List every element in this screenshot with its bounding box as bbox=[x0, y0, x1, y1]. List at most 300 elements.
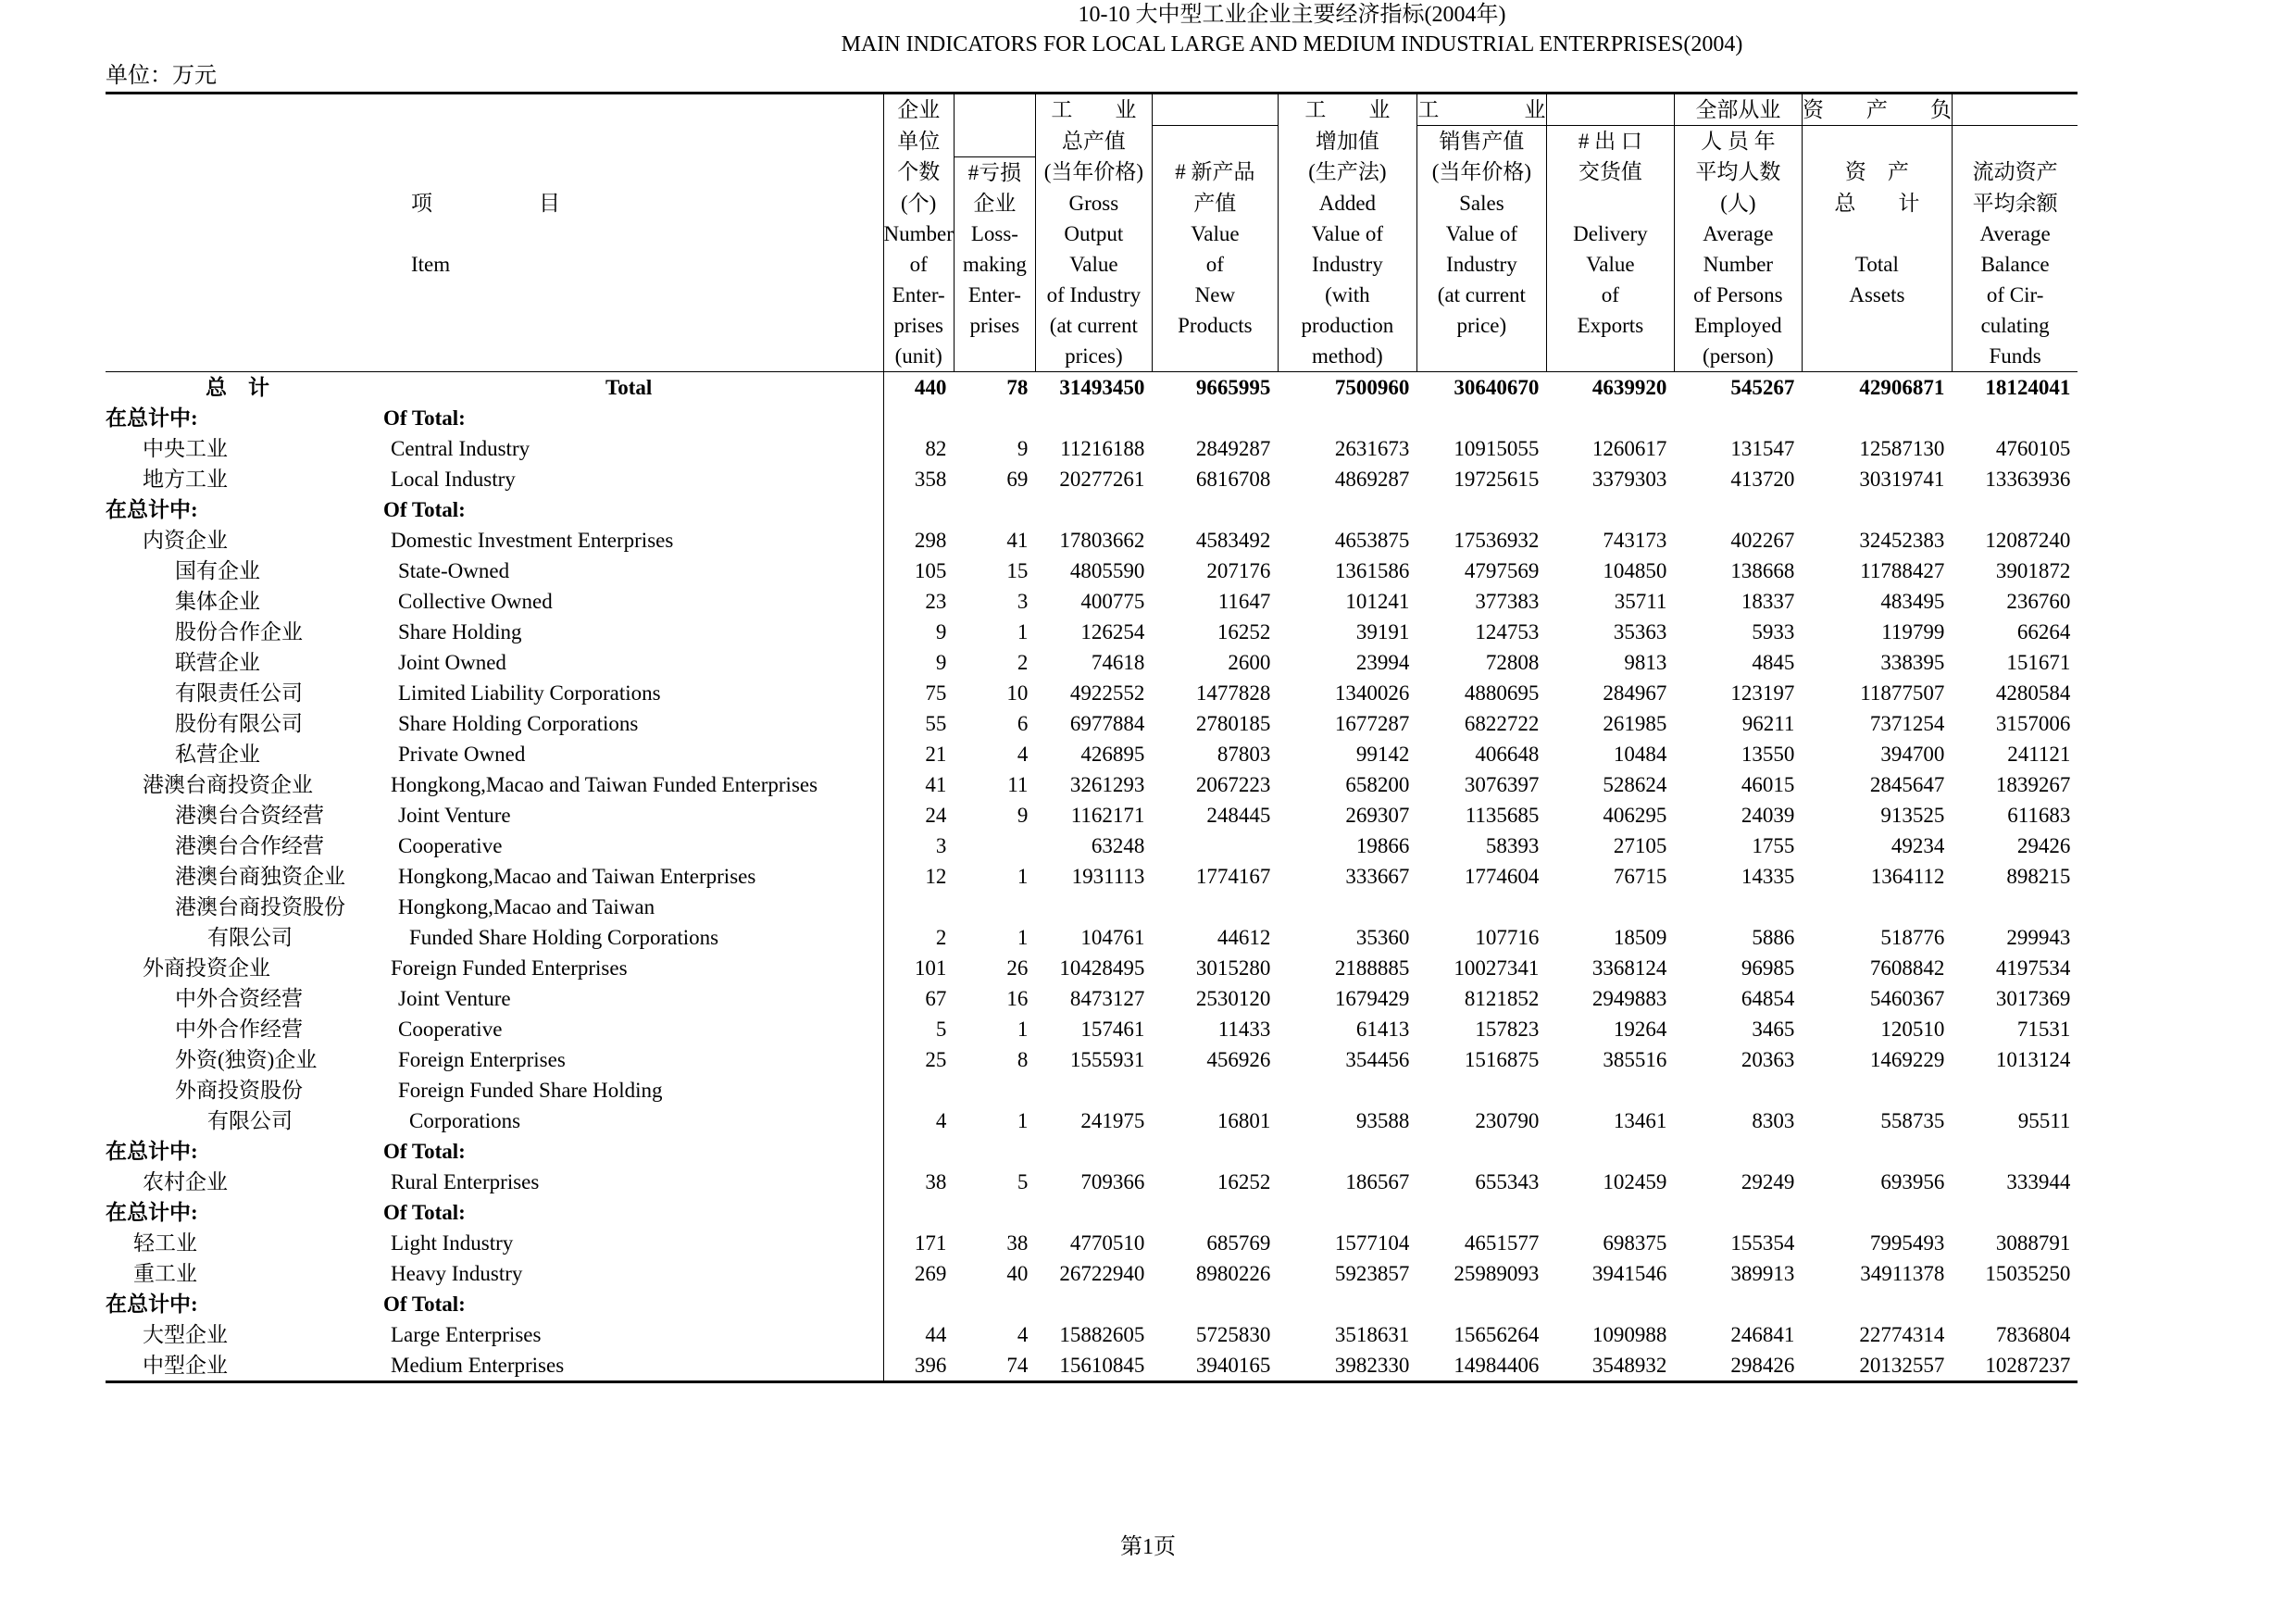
row-label-cn: 在总计中: bbox=[106, 1292, 198, 1316]
value-cell: 5 bbox=[883, 1014, 954, 1044]
header-cell: making bbox=[954, 249, 1035, 280]
row-label-en: Of Total: bbox=[383, 1200, 466, 1224]
value-cell: 99142 bbox=[1355, 742, 1410, 766]
value-cell: 3941546 bbox=[1591, 1261, 1667, 1285]
row-label-en: Rural Enterprises bbox=[391, 1169, 540, 1193]
header-line bbox=[106, 249, 2078, 280]
header-cell: 销售产值 bbox=[1416, 126, 1546, 157]
value-cell bbox=[1278, 494, 1416, 525]
value-cell: 31493450 bbox=[1035, 371, 1152, 403]
row-label-en: Limited Liability Corporations bbox=[398, 681, 661, 705]
value-cell bbox=[1952, 1075, 2078, 1106]
value-cell: 5886 bbox=[1752, 925, 1795, 949]
value-cell: 15882605 bbox=[1059, 1322, 1145, 1346]
row-label-cn: 在总计中: bbox=[106, 406, 198, 430]
header-cell: Total bbox=[1802, 249, 1952, 280]
value-cell: 269 bbox=[883, 1258, 954, 1289]
value-cell: 96211 bbox=[1741, 711, 1795, 735]
header-line bbox=[106, 94, 2078, 126]
value-cell: 66264 bbox=[2016, 619, 2071, 643]
row-label-en: Joint Venture bbox=[398, 803, 511, 827]
value-cell bbox=[1152, 1075, 1278, 1106]
header-cell: prises bbox=[954, 310, 1035, 341]
value-cell: 655343 bbox=[1475, 1169, 1540, 1193]
row-label-cn: 内资企业 bbox=[143, 528, 228, 552]
header-line bbox=[106, 310, 2078, 341]
header-cell: (人) bbox=[1674, 188, 1802, 219]
value-cell: 913525 bbox=[1880, 803, 1945, 827]
value-cell: 55 bbox=[883, 708, 954, 739]
value-cell bbox=[1674, 1075, 1802, 1106]
value-cell: 107716 bbox=[1475, 925, 1540, 949]
value-cell: 124753 bbox=[1475, 619, 1540, 643]
value-cell: 3901872 bbox=[1995, 558, 2071, 582]
value-cell: 4653875 bbox=[1334, 528, 1410, 552]
value-cell bbox=[1416, 494, 1546, 525]
value-cell: 9813 bbox=[1624, 650, 1667, 674]
value-cell: 4770510 bbox=[1069, 1230, 1145, 1255]
table-row bbox=[106, 708, 2078, 739]
row-label-en: Cooperative bbox=[398, 1017, 503, 1041]
header-cell: method) bbox=[1278, 341, 1416, 372]
value-cell: 10915055 bbox=[1454, 436, 1540, 460]
table-row bbox=[106, 525, 2078, 556]
value-cell bbox=[1674, 403, 1802, 433]
table-title-cn: 10-10 大中型工业企业主要经济指标(2004年) bbox=[1078, 3, 1506, 27]
value-cell: 241121 bbox=[2007, 742, 2071, 766]
row-label-cn: 有限责任公司 bbox=[175, 681, 303, 705]
row-label-cn: 港澳台商投资股份 bbox=[175, 894, 345, 918]
value-cell: 3 bbox=[1017, 589, 1029, 613]
value-cell: 75 bbox=[883, 678, 954, 708]
row-label-en: Heavy Industry bbox=[391, 1261, 523, 1285]
value-cell bbox=[1546, 494, 1674, 525]
value-cell: 61413 bbox=[1355, 1017, 1410, 1041]
value-cell: 20363 bbox=[1741, 1047, 1795, 1071]
value-cell: 3518631 bbox=[1334, 1322, 1410, 1346]
value-cell bbox=[1802, 1136, 1952, 1167]
row-label-cn: 中外合资经营 bbox=[175, 986, 303, 1010]
header-cell bbox=[954, 94, 1035, 126]
value-cell: 2 bbox=[1017, 650, 1029, 674]
value-cell: 58393 bbox=[1485, 833, 1540, 857]
value-cell: 15610845 bbox=[1035, 1350, 1152, 1382]
header-cell: 总产值 bbox=[1035, 126, 1152, 157]
value-cell: 151671 bbox=[2006, 650, 2071, 674]
value-cell: 13550 bbox=[1741, 742, 1795, 766]
header-cell bbox=[1802, 219, 1952, 249]
value-cell: 26722940 bbox=[1059, 1261, 1145, 1285]
table-row bbox=[106, 1258, 2078, 1289]
value-cell: 298 bbox=[883, 525, 954, 556]
value-cell bbox=[1802, 1197, 1952, 1228]
row-label-cn: 港澳台商独资企业 bbox=[175, 864, 345, 888]
table-row bbox=[106, 1075, 2078, 1106]
row-label-en: Of Total: bbox=[383, 497, 466, 521]
value-cell: 2631673 bbox=[1334, 436, 1410, 460]
value-cell: 74 bbox=[954, 1350, 1035, 1382]
value-cell: 101 bbox=[883, 953, 954, 983]
value-cell: 120510 bbox=[1880, 1017, 1945, 1041]
header-cell bbox=[1802, 341, 1952, 372]
value-cell: 685769 bbox=[1206, 1230, 1271, 1255]
value-cell: 104850 bbox=[1603, 558, 1667, 582]
table-row bbox=[106, 494, 2078, 525]
value-cell: 1 bbox=[1017, 619, 1029, 643]
value-cell bbox=[1802, 1289, 1952, 1319]
value-cell: 426895 bbox=[1080, 742, 1145, 766]
value-cell: 3982330 bbox=[1278, 1350, 1416, 1382]
value-cell: 3465 bbox=[1752, 1017, 1795, 1041]
indicators-table bbox=[106, 92, 2078, 1383]
value-cell: 3 bbox=[883, 831, 954, 861]
row-label-en: Share Holding Corporations bbox=[398, 711, 639, 735]
header-cell: # 出 口 bbox=[1546, 126, 1674, 157]
header-cell: price) bbox=[1416, 310, 1546, 341]
header-cell: (at current bbox=[1416, 280, 1546, 310]
value-cell: 1839267 bbox=[1995, 772, 2071, 796]
header-cell bbox=[1546, 188, 1674, 219]
table-row bbox=[106, 1044, 2078, 1075]
header-cell: of Cir- bbox=[1952, 280, 2078, 310]
row-label-en: Of Total: bbox=[383, 406, 466, 430]
table-row bbox=[106, 922, 2078, 953]
value-cell: 1 bbox=[1017, 1108, 1029, 1132]
row-label-en: Light Industry bbox=[391, 1230, 514, 1255]
value-cell: 4845 bbox=[1752, 650, 1795, 674]
value-cell: 1516875 bbox=[1464, 1047, 1540, 1071]
row-label-cn: 中外合作经营 bbox=[175, 1017, 303, 1041]
value-cell: 11216188 bbox=[1060, 436, 1145, 460]
value-cell: 12587130 bbox=[1859, 436, 1945, 460]
table-row bbox=[106, 1014, 2078, 1044]
value-cell: 22774314 bbox=[1859, 1322, 1945, 1346]
table-row bbox=[106, 739, 2078, 769]
value-cell: 8980226 bbox=[1195, 1261, 1271, 1285]
row-label-en: Hongkong,Macao and Taiwan Funded Enterprises bbox=[391, 772, 818, 796]
value-cell: 385516 bbox=[1603, 1047, 1667, 1071]
header-cell: 工 业 bbox=[1035, 94, 1152, 126]
header-cell bbox=[1952, 94, 2078, 126]
row-label-en: Hongkong,Macao and Taiwan bbox=[398, 894, 655, 918]
table-row bbox=[106, 403, 2078, 433]
row-label-en: Share Holding bbox=[398, 619, 522, 643]
header-item-cell bbox=[106, 280, 883, 310]
value-cell: 5923857 bbox=[1334, 1261, 1410, 1285]
table-row bbox=[106, 617, 2078, 647]
value-cell: 74618 bbox=[1091, 650, 1145, 674]
value-cell: 41 bbox=[1006, 528, 1029, 552]
header-cell: 资 产 bbox=[1802, 156, 1952, 188]
value-cell: 241975 bbox=[1080, 1108, 1145, 1132]
value-cell: 40 bbox=[1006, 1261, 1029, 1285]
value-cell: 3368124 bbox=[1591, 956, 1667, 980]
header-cell: of bbox=[883, 249, 954, 280]
value-cell: 1 bbox=[1017, 864, 1029, 888]
value-cell: 402267 bbox=[1730, 528, 1795, 552]
row-label-en: Foreign Enterprises bbox=[398, 1047, 566, 1071]
value-cell: 456926 bbox=[1206, 1047, 1271, 1071]
header-cell: 个数 bbox=[883, 156, 954, 188]
row-label-cn: 在总计中: bbox=[106, 1139, 198, 1163]
value-cell: 16801 bbox=[1217, 1108, 1271, 1132]
value-cell: 3017369 bbox=[1995, 986, 2071, 1010]
value-cell: 82 bbox=[883, 433, 954, 464]
value-cell: 19725615 bbox=[1454, 467, 1540, 491]
value-cell bbox=[1278, 1289, 1416, 1319]
value-cell bbox=[1546, 1136, 1674, 1167]
row-label-en: State-Owned bbox=[398, 558, 510, 582]
row-label-cn: 有限公司 bbox=[207, 925, 293, 949]
header-cell bbox=[1802, 126, 1952, 157]
header-item-cell bbox=[106, 94, 883, 126]
header-item-cell bbox=[106, 126, 883, 157]
header-cell: 流动资产 bbox=[1952, 156, 2078, 188]
header-item-cell bbox=[106, 156, 883, 188]
value-cell: 93588 bbox=[1355, 1108, 1410, 1132]
value-cell bbox=[954, 494, 1035, 525]
row-label-cn: 在总计中: bbox=[106, 497, 198, 521]
value-cell bbox=[1674, 494, 1802, 525]
value-cell: 8473127 bbox=[1069, 986, 1145, 1010]
value-cell bbox=[883, 1289, 954, 1319]
value-cell: 95511 bbox=[2017, 1108, 2071, 1132]
value-cell: 17803662 bbox=[1059, 528, 1145, 552]
value-cell bbox=[1546, 1075, 1674, 1106]
value-cell: 3940165 bbox=[1152, 1350, 1278, 1382]
header-cell: of Industry bbox=[1035, 280, 1152, 310]
value-cell: 8121852 bbox=[1464, 986, 1540, 1010]
value-cell: 105 bbox=[883, 556, 954, 586]
value-cell: 3015280 bbox=[1195, 956, 1271, 980]
header-cell bbox=[1546, 94, 1674, 126]
header-item-cell: Item bbox=[411, 252, 451, 276]
value-cell: 406295 bbox=[1603, 803, 1667, 827]
value-cell: 743173 bbox=[1603, 528, 1667, 552]
value-cell bbox=[1152, 1289, 1278, 1319]
value-cell: 709366 bbox=[1080, 1169, 1145, 1193]
value-cell: 11788427 bbox=[1860, 558, 1945, 582]
header-cell: 企业 bbox=[883, 94, 954, 126]
value-cell: 2849287 bbox=[1195, 436, 1271, 460]
value-cell: 440 bbox=[883, 371, 954, 403]
value-cell: 3548932 bbox=[1546, 1350, 1674, 1382]
value-cell bbox=[1152, 1197, 1278, 1228]
value-cell bbox=[954, 1197, 1035, 1228]
value-cell: 8303 bbox=[1752, 1108, 1795, 1132]
value-cell: 333944 bbox=[2006, 1169, 2071, 1193]
value-cell: 38 bbox=[883, 1167, 954, 1197]
value-cell bbox=[1416, 403, 1546, 433]
value-cell: 72808 bbox=[1485, 650, 1540, 674]
header-cell: 平均余额 bbox=[1952, 188, 2078, 219]
value-cell: 5933 bbox=[1752, 619, 1795, 643]
value-cell bbox=[1278, 892, 1416, 922]
row-label-en: Collective Owned bbox=[398, 589, 553, 613]
header-cell: of Persons bbox=[1674, 280, 1802, 310]
row-label-en: Joint Owned bbox=[398, 650, 506, 674]
value-cell: 23994 bbox=[1355, 650, 1410, 674]
header-line bbox=[106, 219, 2078, 249]
value-cell: 69 bbox=[1006, 467, 1029, 491]
value-cell: 1555931 bbox=[1069, 1047, 1145, 1071]
value-cell: 1260617 bbox=[1591, 436, 1667, 460]
value-cell: 30319741 bbox=[1859, 467, 1945, 491]
header-cell: 工 业 bbox=[1278, 94, 1416, 126]
header-cell: (unit) bbox=[883, 341, 954, 372]
table-body bbox=[106, 371, 2078, 1381]
value-cell: 16 bbox=[1006, 986, 1029, 1010]
value-cell: 1755 bbox=[1752, 833, 1795, 857]
row-label-en: Central Industry bbox=[391, 436, 530, 460]
value-cell: 46015 bbox=[1741, 772, 1795, 796]
header-cell: (生产法) bbox=[1278, 156, 1416, 188]
header-cell: Enter- bbox=[954, 280, 1035, 310]
value-cell bbox=[1035, 494, 1152, 525]
value-cell: 16252 bbox=[1217, 619, 1271, 643]
value-cell bbox=[1416, 1289, 1546, 1319]
value-cell: 38 bbox=[1006, 1230, 1029, 1255]
value-cell: 6816708 bbox=[1195, 467, 1271, 491]
value-cell bbox=[1035, 403, 1152, 433]
header-cell bbox=[954, 341, 1035, 372]
value-cell: 20132557 bbox=[1802, 1350, 1952, 1382]
value-cell: 2530120 bbox=[1195, 986, 1271, 1010]
header-item-cell bbox=[106, 341, 883, 372]
value-cell bbox=[1546, 892, 1674, 922]
value-cell: 1677287 bbox=[1334, 711, 1410, 735]
row-label-cn: 大型企业 bbox=[143, 1322, 228, 1346]
value-cell: 406648 bbox=[1475, 742, 1540, 766]
value-cell bbox=[1416, 1197, 1546, 1228]
value-cell: 338395 bbox=[1880, 650, 1945, 674]
table-row bbox=[106, 769, 2078, 800]
header-cell: Delivery bbox=[1546, 219, 1674, 249]
value-cell: 63248 bbox=[1091, 833, 1145, 857]
value-cell: 11877507 bbox=[1860, 681, 1945, 705]
value-cell: 3076397 bbox=[1464, 772, 1540, 796]
value-cell: 3088791 bbox=[1995, 1230, 2071, 1255]
header-cell: Loss- bbox=[954, 219, 1035, 249]
header-cell: Added bbox=[1278, 188, 1416, 219]
header-cell: Value bbox=[1035, 249, 1152, 280]
header-cell: (at current bbox=[1035, 310, 1152, 341]
value-cell: 186567 bbox=[1345, 1169, 1410, 1193]
table-row bbox=[106, 647, 2078, 678]
value-cell: 5 bbox=[1017, 1169, 1029, 1193]
value-cell: 44 bbox=[883, 1319, 954, 1350]
header-line bbox=[106, 126, 2078, 157]
value-cell: 558735 bbox=[1880, 1108, 1945, 1132]
table-row bbox=[106, 1350, 2078, 1382]
value-cell bbox=[1546, 403, 1674, 433]
value-cell: 42906871 bbox=[1802, 371, 1952, 403]
value-cell: 394700 bbox=[1880, 742, 1945, 766]
row-label-cn: 中型企业 bbox=[106, 1350, 383, 1382]
value-cell: 248445 bbox=[1206, 803, 1271, 827]
table-row bbox=[106, 464, 2078, 494]
value-cell: 4760105 bbox=[1995, 436, 2071, 460]
table-row bbox=[106, 831, 2078, 861]
value-cell bbox=[883, 1197, 954, 1228]
header-item-cell bbox=[106, 310, 883, 341]
value-cell: 4197534 bbox=[1995, 956, 2071, 980]
value-cell bbox=[1152, 403, 1278, 433]
value-cell bbox=[1035, 1197, 1152, 1228]
value-cell: 1162171 bbox=[1070, 803, 1145, 827]
value-cell: 25 bbox=[883, 1044, 954, 1075]
header-cell: prises bbox=[883, 310, 954, 341]
header-line bbox=[106, 280, 2078, 310]
value-cell bbox=[1035, 1289, 1152, 1319]
row-label-cn: 在总计中: bbox=[106, 1200, 198, 1224]
header-cell: Average bbox=[1674, 219, 1802, 249]
header-cell: Value of bbox=[1278, 219, 1416, 249]
value-cell bbox=[1674, 1197, 1802, 1228]
value-cell bbox=[883, 494, 954, 525]
table-row bbox=[106, 586, 2078, 617]
header-cell: 工 业 bbox=[1416, 94, 1546, 126]
value-cell bbox=[1952, 1136, 2078, 1167]
value-cell bbox=[1674, 1289, 1802, 1319]
value-cell: 246841 bbox=[1730, 1322, 1795, 1346]
table-row bbox=[106, 556, 2078, 586]
value-cell: 333667 bbox=[1345, 864, 1410, 888]
value-cell: 10484 bbox=[1613, 742, 1667, 766]
value-cell: 49234 bbox=[1890, 833, 1945, 857]
value-cell: 4280584 bbox=[1995, 681, 2071, 705]
value-cell: 71531 bbox=[2016, 1017, 2071, 1041]
value-cell: 11433 bbox=[1217, 1017, 1271, 1041]
value-cell bbox=[883, 892, 954, 922]
header-cell bbox=[1952, 126, 2078, 157]
value-cell: 4880695 bbox=[1464, 681, 1540, 705]
value-cell: 96985 bbox=[1741, 956, 1795, 980]
value-cell: 6 bbox=[1017, 711, 1029, 735]
value-cell: 4651577 bbox=[1464, 1230, 1540, 1255]
row-label-en: Of Total: bbox=[383, 1292, 466, 1316]
table-row bbox=[106, 678, 2078, 708]
header-cell: Number bbox=[1674, 249, 1802, 280]
header-cell: 产值 bbox=[1152, 188, 1278, 219]
value-cell bbox=[954, 1136, 1035, 1167]
value-cell bbox=[1416, 1075, 1546, 1106]
value-cell: 64854 bbox=[1741, 986, 1795, 1010]
value-cell: 658200 bbox=[1345, 772, 1410, 796]
value-cell: 7371254 bbox=[1869, 711, 1945, 735]
value-cell: 9 bbox=[1017, 803, 1029, 827]
value-cell: 2845647 bbox=[1869, 772, 1945, 796]
header-cell bbox=[1416, 341, 1546, 372]
row-label-cn: 地方工业 bbox=[143, 467, 228, 491]
value-cell: 1361586 bbox=[1334, 558, 1410, 582]
page-number: 第1页 bbox=[1120, 1535, 1176, 1559]
value-cell: 1469229 bbox=[1869, 1047, 1945, 1071]
header-cell: 全部从业 bbox=[1674, 94, 1802, 126]
value-cell: 87803 bbox=[1217, 742, 1271, 766]
value-cell bbox=[1546, 1197, 1674, 1228]
header-cell: Industry bbox=[1416, 249, 1546, 280]
value-cell: 2 bbox=[883, 922, 954, 953]
value-cell: 29426 bbox=[2016, 833, 2071, 857]
value-cell bbox=[1546, 1289, 1674, 1319]
table-row bbox=[106, 983, 2078, 1014]
header-cell bbox=[1152, 94, 1278, 126]
row-label-cn: 联营企业 bbox=[175, 650, 260, 674]
row-label-en: Foreign Funded Share Holding bbox=[398, 1078, 663, 1102]
row-label-cn: 股份合作企业 bbox=[175, 619, 303, 643]
row-label-cn: 集体企业 bbox=[175, 589, 260, 613]
